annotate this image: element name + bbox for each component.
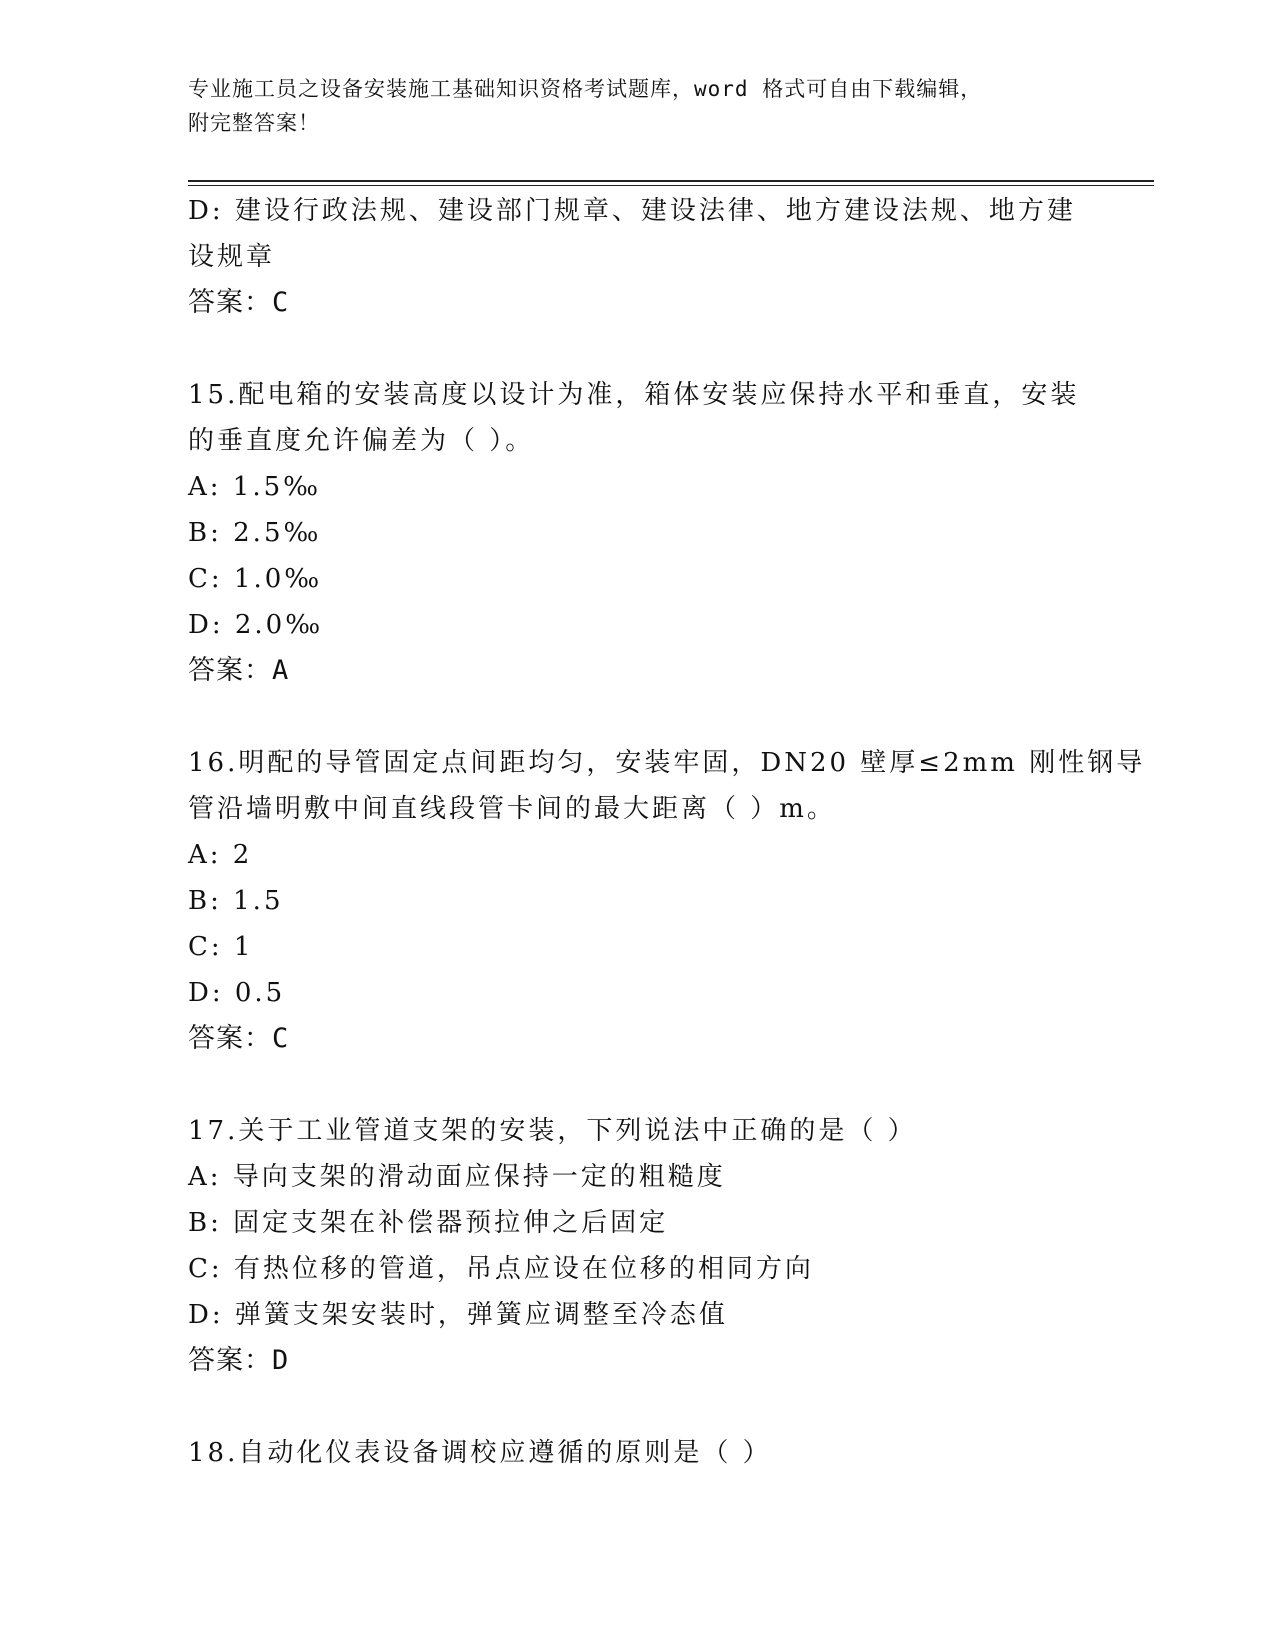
question-15-option-c: C: 1.0‰ <box>188 564 323 594</box>
question-17-option-a: A: 导向支架的滑动面应保持一定的粗糙度 <box>188 1162 726 1192</box>
question-16-option-b: B: 1.5 <box>188 886 284 916</box>
question-15-option-b: B: 2.5‰ <box>188 518 322 548</box>
question-17-option-d: D: 弹簧支架安装时，弹簧应调整至冷态值 <box>188 1300 728 1330</box>
header-line-1: 专业施工员之设备安装施工基础知识资格考试题库，word 格式可自由下载编辑， <box>188 77 983 101</box>
question-14-option-d-continued: 设规章 <box>188 242 276 272</box>
question-15-stem-continued: 的垂直度允许偏差为（ ）。 <box>188 426 535 456</box>
header-divider-thick <box>188 180 1154 182</box>
question-list <box>188 188 1146 1476</box>
question-15-option-d: D: 2.0‰ <box>188 610 324 640</box>
spacer <box>188 1062 1088 1108</box>
question-14 <box>188 188 1088 326</box>
question-14-answer: 答案：C <box>188 287 290 318</box>
question-14-option-d: D: 建设行政法规、建设部门规章、建设法律、地方建设法规、地方建 <box>188 196 1076 226</box>
question-18-stem: 18.自动化仪表设备调校应遵循的原则是（ ） <box>188 1438 772 1468</box>
question-15-stem: 15.配电箱的安装高度以设计为准，箱体安装应保持水平和垂直，安装 <box>188 380 1080 410</box>
question-15-answer: 答案：A <box>188 655 290 686</box>
document-header <box>188 72 1068 140</box>
question-17-stem: 17.关于工业管道支架的安装，下列说法中正确的是（ ） <box>188 1116 917 1146</box>
question-15-option-a: A: 1.5‰ <box>188 472 322 502</box>
question-16-option-c: C: 1 <box>188 932 254 962</box>
question-17-option-c: C: 有热位移的管道，吊点应设在位移的相同方向 <box>188 1254 814 1284</box>
question-17-option-b: B: 固定支架在补偿器预拉伸之后固定 <box>188 1208 669 1238</box>
header-line-2: 附完整答案！ <box>188 111 320 135</box>
question-16 <box>188 740 1146 1062</box>
question-17-answer: 答案：D <box>188 1345 290 1376</box>
question-16-answer: 答案：C <box>188 1023 290 1054</box>
question-15 <box>188 372 1088 694</box>
question-16-option-a: A: 2 <box>188 840 253 870</box>
question-16-option-d: D: 0.5 <box>188 978 286 1008</box>
spacer <box>188 694 1088 740</box>
spacer <box>188 1384 1088 1430</box>
question-18 <box>188 1430 1088 1476</box>
question-16-stem: 16.明配的导管固定点间距均匀，安装牢固，DN20 壁厚≤2mm 刚性钢导 <box>188 748 1146 778</box>
header-divider-thin <box>188 185 1154 186</box>
question-16-stem-continued: 管沿墙明敷中间直线段管卡间的最大距离（ ）m。 <box>188 794 836 824</box>
question-17 <box>188 1108 1088 1384</box>
spacer <box>188 326 1088 372</box>
